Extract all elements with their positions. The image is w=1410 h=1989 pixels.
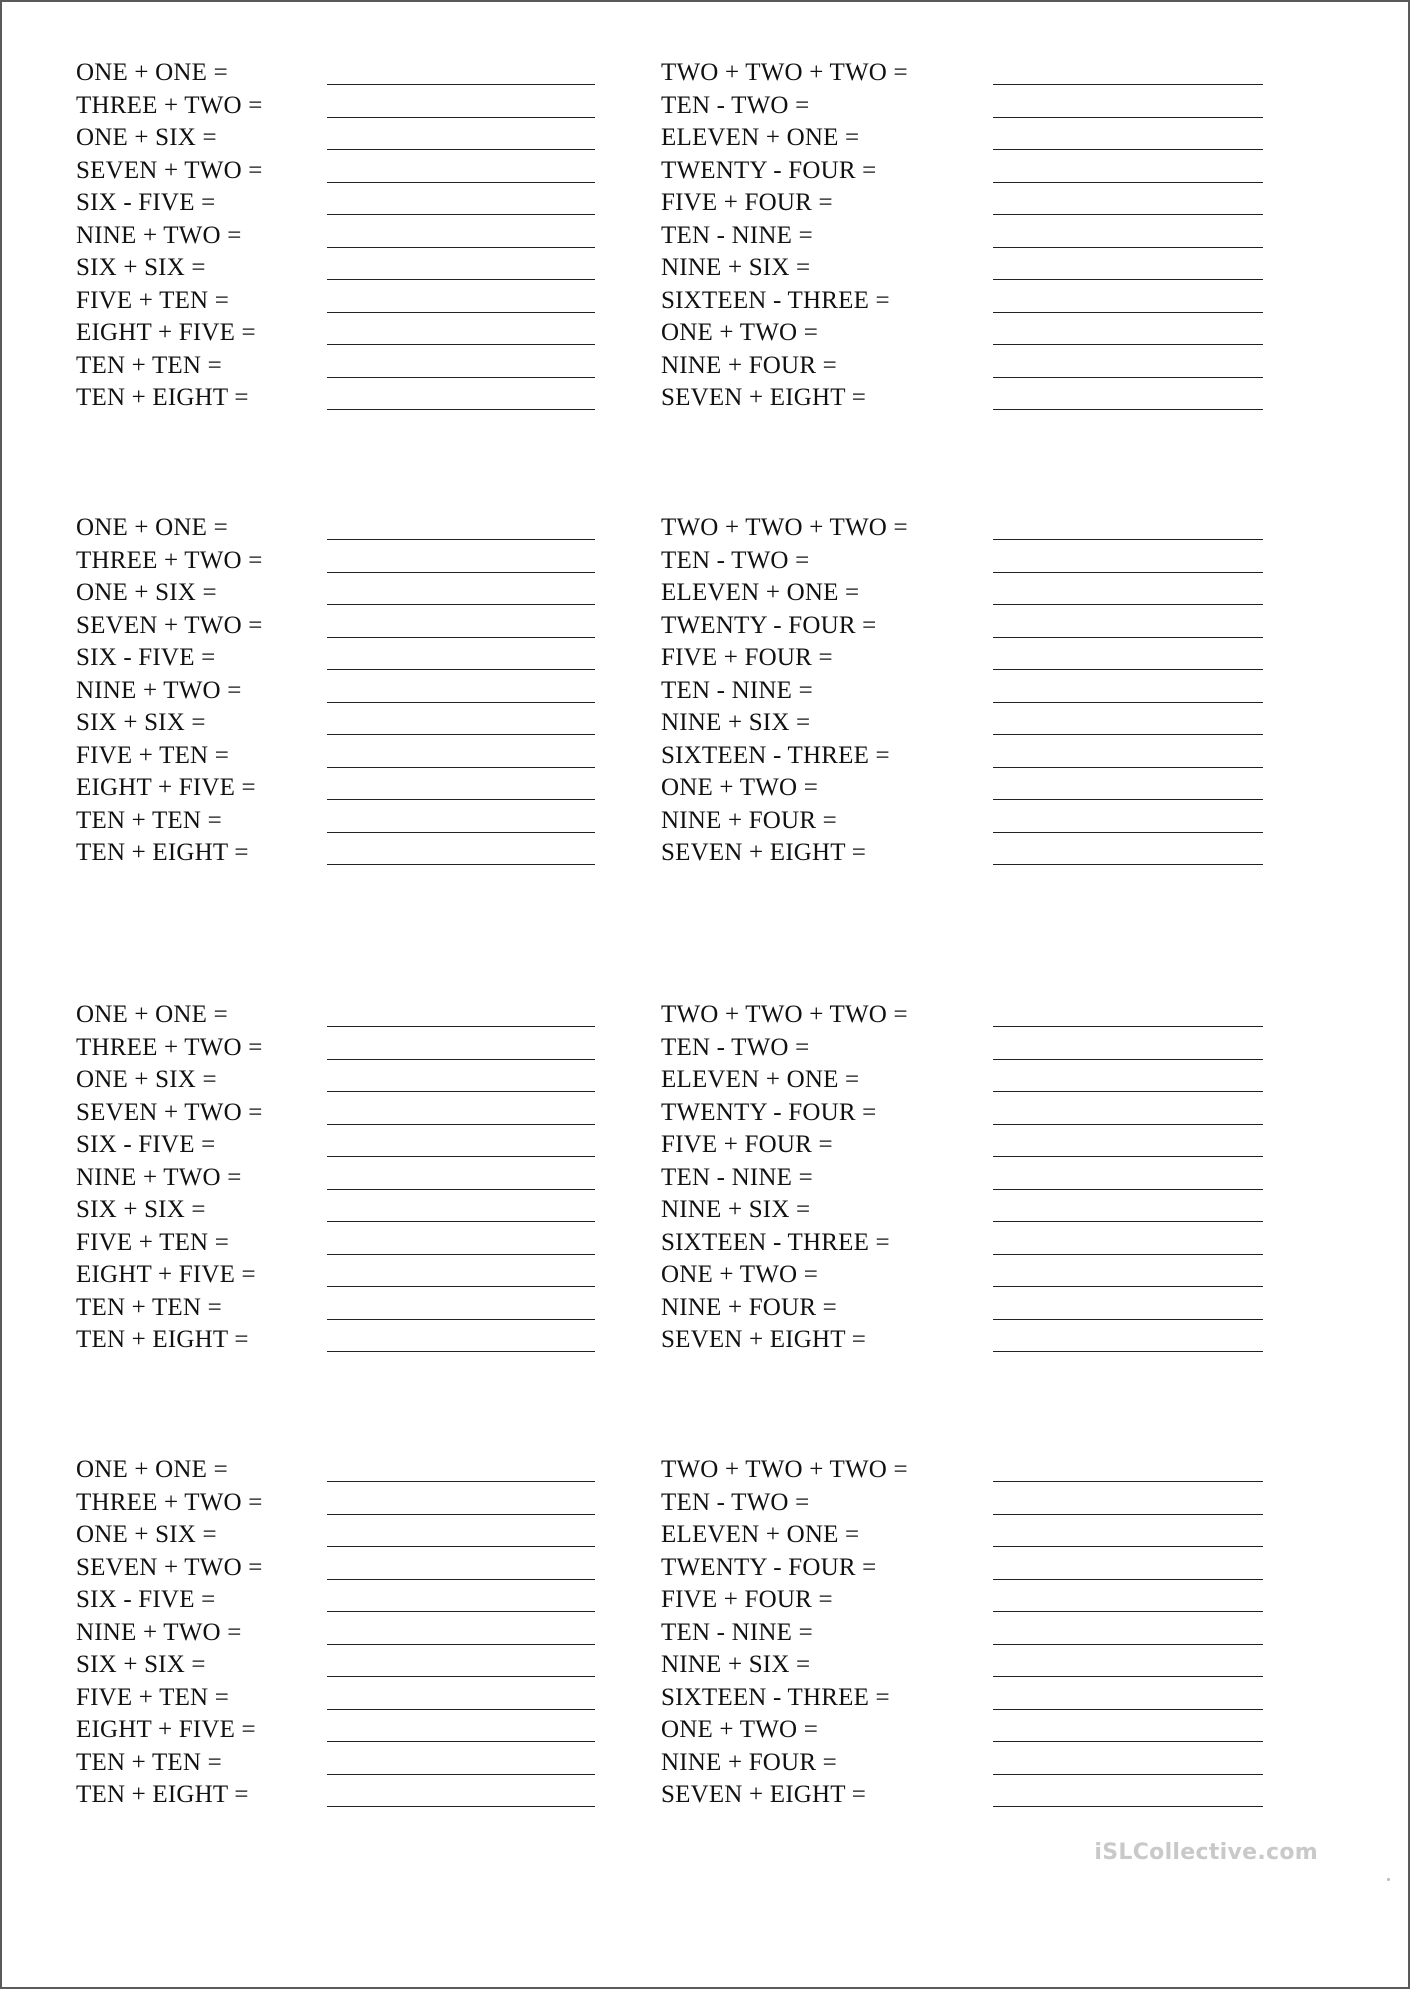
answer-blank[interactable]	[993, 279, 1263, 280]
answer-blank[interactable]	[993, 1611, 1263, 1612]
problem-expression: ELEVEN + ONE =	[661, 1521, 860, 1548]
problem-expression: NINE + FOUR =	[661, 351, 837, 379]
answer-blank[interactable]	[993, 702, 1263, 703]
problem-expression: ELEVEN + ONE =	[661, 579, 860, 606]
problem-expression: TEN - TWO =	[661, 91, 810, 119]
problem-expression: NINE + FOUR =	[661, 1293, 837, 1321]
answer-blank[interactable]	[993, 1221, 1263, 1222]
answer-blank[interactable]	[327, 1806, 595, 1807]
problem-expression: NINE + FOUR =	[661, 806, 837, 834]
problem-expression: SEVEN + EIGHT =	[661, 839, 867, 866]
answer-blank[interactable]	[327, 312, 595, 313]
answer-blank[interactable]	[327, 1124, 595, 1125]
answer-blank[interactable]	[327, 247, 595, 248]
problem-expression: SIX - FIVE =	[76, 644, 216, 671]
problem-expression: SEVEN + EIGHT =	[661, 1781, 867, 1808]
problem-expression: FIVE + FOUR =	[661, 189, 833, 216]
answer-blank[interactable]	[327, 864, 595, 865]
problem-expression: TEN + TEN =	[76, 1293, 222, 1321]
problem-expression: TEN + EIGHT =	[76, 1781, 249, 1808]
problem-expression: TWENTY - FOUR =	[661, 156, 877, 184]
answer-blank[interactable]	[993, 799, 1263, 800]
problem-expression: ONE + TWO =	[661, 319, 818, 346]
answer-blank[interactable]	[993, 1156, 1263, 1157]
problem-expression: SIXTEEN - THREE =	[661, 286, 890, 314]
problem-expression: SIXTEEN - THREE =	[661, 1683, 890, 1711]
problem-expression: TEN + EIGHT =	[76, 839, 249, 866]
problem-expression: ONE + SIX =	[76, 124, 217, 151]
problem-expression: TEN - TWO =	[661, 546, 810, 574]
problem-expression: ELEVEN + ONE =	[661, 124, 860, 151]
answer-blank[interactable]	[327, 84, 595, 85]
problem-expression: NINE + SIX =	[661, 254, 811, 281]
answer-blank[interactable]	[993, 1091, 1263, 1092]
answer-blank[interactable]	[993, 1579, 1263, 1580]
problem-expression: TWO + TWO + TWO =	[661, 59, 908, 86]
problem-expression: ONE + ONE =	[76, 1001, 228, 1028]
answer-blank[interactable]	[327, 1059, 595, 1060]
problem-expression: SEVEN + TWO =	[76, 156, 263, 184]
answer-blank[interactable]	[327, 1254, 595, 1255]
problem-expression: SIX - FIVE =	[76, 189, 216, 216]
problem-expression: EIGHT + FIVE =	[76, 1716, 256, 1743]
answer-blank[interactable]	[993, 767, 1263, 768]
answer-blank[interactable]	[993, 1026, 1263, 1027]
problem-expression: SIX + SIX =	[76, 1651, 206, 1678]
answer-blank[interactable]	[993, 669, 1263, 670]
problem-expression: TWO + TWO + TWO =	[661, 514, 908, 541]
problem-expression: NINE + SIX =	[661, 1196, 811, 1223]
answer-blank[interactable]	[327, 604, 595, 605]
answer-blank[interactable]	[327, 1514, 595, 1515]
answer-blank[interactable]	[327, 1676, 595, 1677]
answer-blank[interactable]	[327, 1774, 595, 1775]
answer-blank[interactable]	[993, 1319, 1263, 1320]
problem-expression: ONE + ONE =	[76, 1456, 228, 1483]
problem-expression: ONE + TWO =	[661, 774, 818, 801]
problem-expression: TWENTY - FOUR =	[661, 611, 877, 639]
problem-expression: THREE + TWO =	[76, 1488, 263, 1516]
problem-expression: NINE + TWO =	[76, 221, 242, 249]
problem-expression: FIVE + TEN =	[76, 286, 230, 314]
answer-blank[interactable]	[993, 247, 1263, 248]
answer-blank[interactable]	[327, 669, 595, 670]
answer-blank[interactable]	[993, 539, 1263, 540]
problem-expression: SEVEN + TWO =	[76, 1098, 263, 1126]
problem-expression: ONE + SIX =	[76, 579, 217, 606]
problem-expression: THREE + TWO =	[76, 1033, 263, 1061]
answer-blank[interactable]	[327, 1286, 595, 1287]
answer-blank[interactable]	[327, 344, 595, 345]
answer-blank[interactable]	[327, 1221, 595, 1222]
problem-expression: SEVEN + EIGHT =	[661, 1326, 867, 1353]
answer-blank[interactable]	[327, 1546, 595, 1547]
answer-blank[interactable]	[993, 1514, 1263, 1515]
problem-expression: SIXTEEN - THREE =	[661, 741, 890, 769]
problem-expression: FIVE + FOUR =	[661, 644, 833, 671]
answer-blank[interactable]	[327, 1189, 595, 1190]
problem-expression: TEN + EIGHT =	[76, 384, 249, 411]
problem-expression: ELEVEN + ONE =	[661, 1066, 860, 1093]
answer-blank[interactable]	[327, 1579, 595, 1580]
exercise-block-2	[2, 512, 1410, 872]
answer-blank[interactable]	[327, 799, 595, 800]
answer-blank[interactable]	[993, 214, 1263, 215]
problem-expression: NINE + SIX =	[661, 1651, 811, 1678]
answer-blank[interactable]	[327, 1709, 595, 1710]
problem-expression: THREE + TWO =	[76, 546, 263, 574]
answer-blank[interactable]	[993, 344, 1263, 345]
answer-blank[interactable]	[327, 377, 595, 378]
problem-expression: ONE + SIX =	[76, 1521, 217, 1548]
answer-blank[interactable]	[327, 1319, 595, 1320]
problem-expression: FIVE + TEN =	[76, 1683, 230, 1711]
problem-expression: TWO + TWO + TWO =	[661, 1456, 908, 1483]
problem-expression: NINE + TWO =	[76, 1618, 242, 1646]
problem-expression: TEN + TEN =	[76, 1748, 222, 1776]
answer-blank[interactable]	[327, 637, 595, 638]
answer-blank[interactable]	[327, 1644, 595, 1645]
problem-expression: SEVEN + TWO =	[76, 1553, 263, 1581]
answer-blank[interactable]	[327, 279, 595, 280]
problem-expression: NINE + TWO =	[76, 1163, 242, 1191]
answer-blank[interactable]	[993, 84, 1263, 85]
answer-blank[interactable]	[993, 1286, 1263, 1287]
answer-blank[interactable]	[993, 1189, 1263, 1190]
problem-expression: EIGHT + FIVE =	[76, 1261, 256, 1288]
answer-blank[interactable]	[327, 409, 595, 410]
answer-blank[interactable]	[993, 864, 1263, 865]
answer-blank[interactable]	[327, 832, 595, 833]
answer-blank[interactable]	[993, 182, 1263, 183]
problem-expression: FIVE + TEN =	[76, 1228, 230, 1256]
answer-blank[interactable]	[993, 377, 1263, 378]
answer-blank[interactable]	[327, 767, 595, 768]
answer-blank[interactable]	[327, 1611, 595, 1612]
problem-expression: ONE + TWO =	[661, 1716, 818, 1743]
exercise-block-4	[2, 1454, 1410, 1814]
problem-expression: ONE + SIX =	[76, 1066, 217, 1093]
corner-dot	[1387, 1878, 1390, 1881]
problem-expression: NINE + SIX =	[661, 709, 811, 736]
problem-expression: FIVE + FOUR =	[661, 1131, 833, 1158]
answer-blank[interactable]	[993, 1481, 1263, 1482]
answer-blank[interactable]	[993, 409, 1263, 410]
answer-blank[interactable]	[327, 149, 595, 150]
answer-blank[interactable]	[993, 1254, 1263, 1255]
problem-expression: TWENTY - FOUR =	[661, 1098, 877, 1126]
answer-blank[interactable]	[327, 1026, 595, 1027]
answer-blank[interactable]	[327, 734, 595, 735]
answer-blank[interactable]	[327, 182, 595, 183]
answer-blank[interactable]	[327, 1156, 595, 1157]
answer-blank[interactable]	[993, 312, 1263, 313]
problem-expression: SIX + SIX =	[76, 1196, 206, 1223]
problem-expression: EIGHT + FIVE =	[76, 319, 256, 346]
answer-blank[interactable]	[327, 214, 595, 215]
problem-expression: TEN - TWO =	[661, 1033, 810, 1061]
answer-blank[interactable]	[327, 1741, 595, 1742]
answer-blank[interactable]	[327, 539, 595, 540]
answer-blank[interactable]	[327, 1481, 595, 1482]
problem-expression: TEN - NINE =	[661, 676, 813, 704]
answer-blank[interactable]	[993, 117, 1263, 118]
answer-blank[interactable]	[993, 1709, 1263, 1710]
answer-blank[interactable]	[993, 1676, 1263, 1677]
answer-blank[interactable]	[993, 734, 1263, 735]
answer-blank[interactable]	[993, 1806, 1263, 1807]
problem-expression: TEN + TEN =	[76, 806, 222, 834]
problem-expression: FIVE + FOUR =	[661, 1586, 833, 1613]
problem-expression: SEVEN + TWO =	[76, 611, 263, 639]
problem-expression: SEVEN + EIGHT =	[661, 384, 867, 411]
answer-blank[interactable]	[993, 572, 1263, 573]
problem-expression: SIX + SIX =	[76, 254, 206, 281]
problem-expression: ONE + TWO =	[661, 1261, 818, 1288]
problem-expression: ONE + ONE =	[76, 59, 228, 86]
exercise-block-3	[2, 999, 1410, 1359]
problem-expression: NINE + TWO =	[76, 676, 242, 704]
problem-expression: TEN - NINE =	[661, 221, 813, 249]
problem-expression: TWO + TWO + TWO =	[661, 1001, 908, 1028]
problem-expression: SIX - FIVE =	[76, 1131, 216, 1158]
answer-blank[interactable]	[993, 1644, 1263, 1645]
answer-blank[interactable]	[993, 1546, 1263, 1547]
answer-blank[interactable]	[327, 572, 595, 573]
problem-expression: EIGHT + FIVE =	[76, 774, 256, 801]
problem-expression: SIX - FIVE =	[76, 1586, 216, 1613]
problem-expression: ONE + ONE =	[76, 514, 228, 541]
watermark: iSLCollective.com	[1094, 1840, 1318, 1865]
answer-blank[interactable]	[993, 1741, 1263, 1742]
answer-blank[interactable]	[993, 832, 1263, 833]
problem-expression: TEN - NINE =	[661, 1163, 813, 1191]
answer-blank[interactable]	[993, 149, 1263, 150]
answer-blank[interactable]	[327, 117, 595, 118]
answer-blank[interactable]	[993, 637, 1263, 638]
problem-expression: TEN + TEN =	[76, 351, 222, 379]
problem-expression: TWENTY - FOUR =	[661, 1553, 877, 1581]
answer-blank[interactable]	[327, 1351, 595, 1352]
problem-expression: TEN - NINE =	[661, 1618, 813, 1646]
problem-expression: FIVE + TEN =	[76, 741, 230, 769]
problem-expression: TEN + EIGHT =	[76, 1326, 249, 1353]
answer-blank[interactable]	[993, 1124, 1263, 1125]
problem-expression: TEN - TWO =	[661, 1488, 810, 1516]
exercise-block-1	[2, 57, 1410, 417]
problem-expression: THREE + TWO =	[76, 91, 263, 119]
answer-blank[interactable]	[993, 1774, 1263, 1775]
problem-expression: SIX + SIX =	[76, 709, 206, 736]
problem-expression: NINE + FOUR =	[661, 1748, 837, 1776]
answer-blank[interactable]	[993, 1351, 1263, 1352]
answer-blank[interactable]	[327, 702, 595, 703]
answer-blank[interactable]	[327, 1091, 595, 1092]
answer-blank[interactable]	[993, 1059, 1263, 1060]
problem-expression: SIXTEEN - THREE =	[661, 1228, 890, 1256]
answer-blank[interactable]	[993, 604, 1263, 605]
